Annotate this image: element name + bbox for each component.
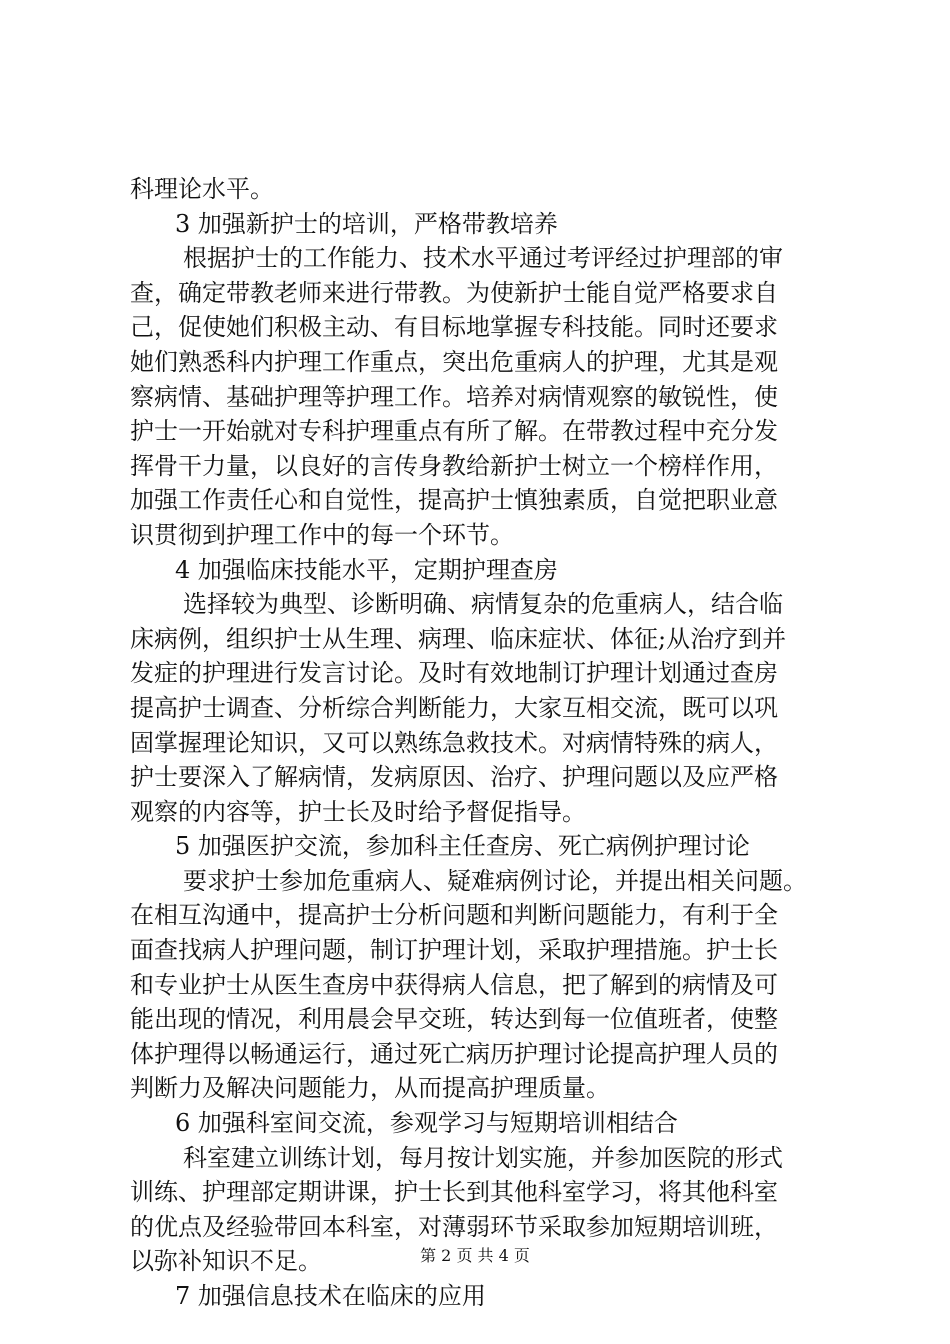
text-line: 加强工作责任心和自觉性，提高护士慎独素质，自觉把职业意 [130, 486, 778, 515]
text-line: 的优点及经验带回本科室，对薄弱环节采取参加短期培训班， [130, 1212, 778, 1241]
text-line: 体护理得以畅通运行，通过死亡病历护理讨论提高护理人员的 [130, 1039, 778, 1068]
text-line: 己，促使她们积极主动、有目标地掌握专科技能。同时还要求 [130, 313, 778, 342]
text-line: 识贯彻到护理工作中的每一个环节。 [130, 520, 514, 549]
paragraph-start: 根据护士的工作能力、技术水平通过考评经过护理部的审 [183, 244, 783, 273]
document-body [130, 172, 835, 1314]
page-footer [0, 1246, 950, 1266]
paragraph-start: 科室建立训练计划，每月按计划实施，并参加医院的形式 [183, 1143, 783, 1172]
text-line: 发症的护理进行发言讨论。及时有效地制订护理计划通过查房 [130, 659, 778, 688]
text-line: 能出现的情况，利用晨会早交班，转达到每一位值班者，使整 [130, 1005, 778, 1034]
text-line: 在相互沟通中，提高护士分析问题和判断问题能力，有利于全 [130, 901, 778, 930]
section-heading: 7 加强信息技术在临床的应用 [175, 1282, 486, 1310]
text-line: 护士要深入了解病情，发病原因、治疗、护理问题以及应严格 [130, 763, 778, 792]
text-line: 科理论水平。 [130, 175, 274, 203]
text-line: 以弥补知识不足。 [130, 1247, 322, 1276]
page-number-label: 第 2 页 共 4 页 [420, 1246, 530, 1265]
text-line: 提高护士调查、分析综合判断能力，大家互相交流，既可以巩 [130, 693, 778, 722]
text-line: 床病例，组织护士从生理、病理、临床症状、体征;从治疗到并 [130, 624, 787, 653]
text-line: 训练、护理部定期讲课，护士长到其他科室学习，将其他科室 [130, 1178, 778, 1207]
text-line: 固掌握理论知识，又可以熟练急救技术。对病情特殊的病人， [130, 728, 778, 757]
text-line: 判断力及解决问题能力，从而提高护理质量。 [130, 1074, 610, 1103]
section-heading: 3 加强新护士的培训，严格带教培养 [175, 209, 558, 238]
text-line: 护士一开始就对专科护理重点有所了解。在带教过程中充分发 [130, 417, 778, 446]
section-heading: 4 加强临床技能水平，定期护理查房 [175, 555, 558, 584]
section-heading: 6 加强科室间交流，参观学习与短期培训相结合 [175, 1109, 678, 1138]
paragraph-start: 要求护士参加危重病人、疑难病例讨论，并提出相关问题。 [183, 866, 807, 895]
text-line: 观察的内容等，护士长及时给予督促指导。 [130, 797, 586, 826]
text-line: 她们熟悉科内护理工作重点，突出危重病人的护理，尤其是观 [130, 347, 778, 376]
section-heading: 5 加强医护交流，参加科主任查房、死亡病例护理讨论 [175, 832, 750, 861]
paragraph-start: 选择较为典型、诊断明确、病情复杂的危重病人，结合临 [183, 590, 783, 619]
text-line: 挥骨干力量，以良好的言传身教给新护士树立一个榜样作用， [130, 451, 778, 480]
text-line: 察病情、基础护理等护理工作。培养对病情观察的敏锐性，使 [130, 382, 778, 411]
text-line: 和专业护士从医生查房中获得病人信息，把了解到的病情及可 [130, 970, 778, 999]
text-line: 查，确定带教老师来进行带教。为使新护士能自觉严格要求自 [130, 278, 778, 307]
text-line: 面查找病人护理问题，制订护理计划，采取护理措施。护士长 [130, 936, 778, 965]
